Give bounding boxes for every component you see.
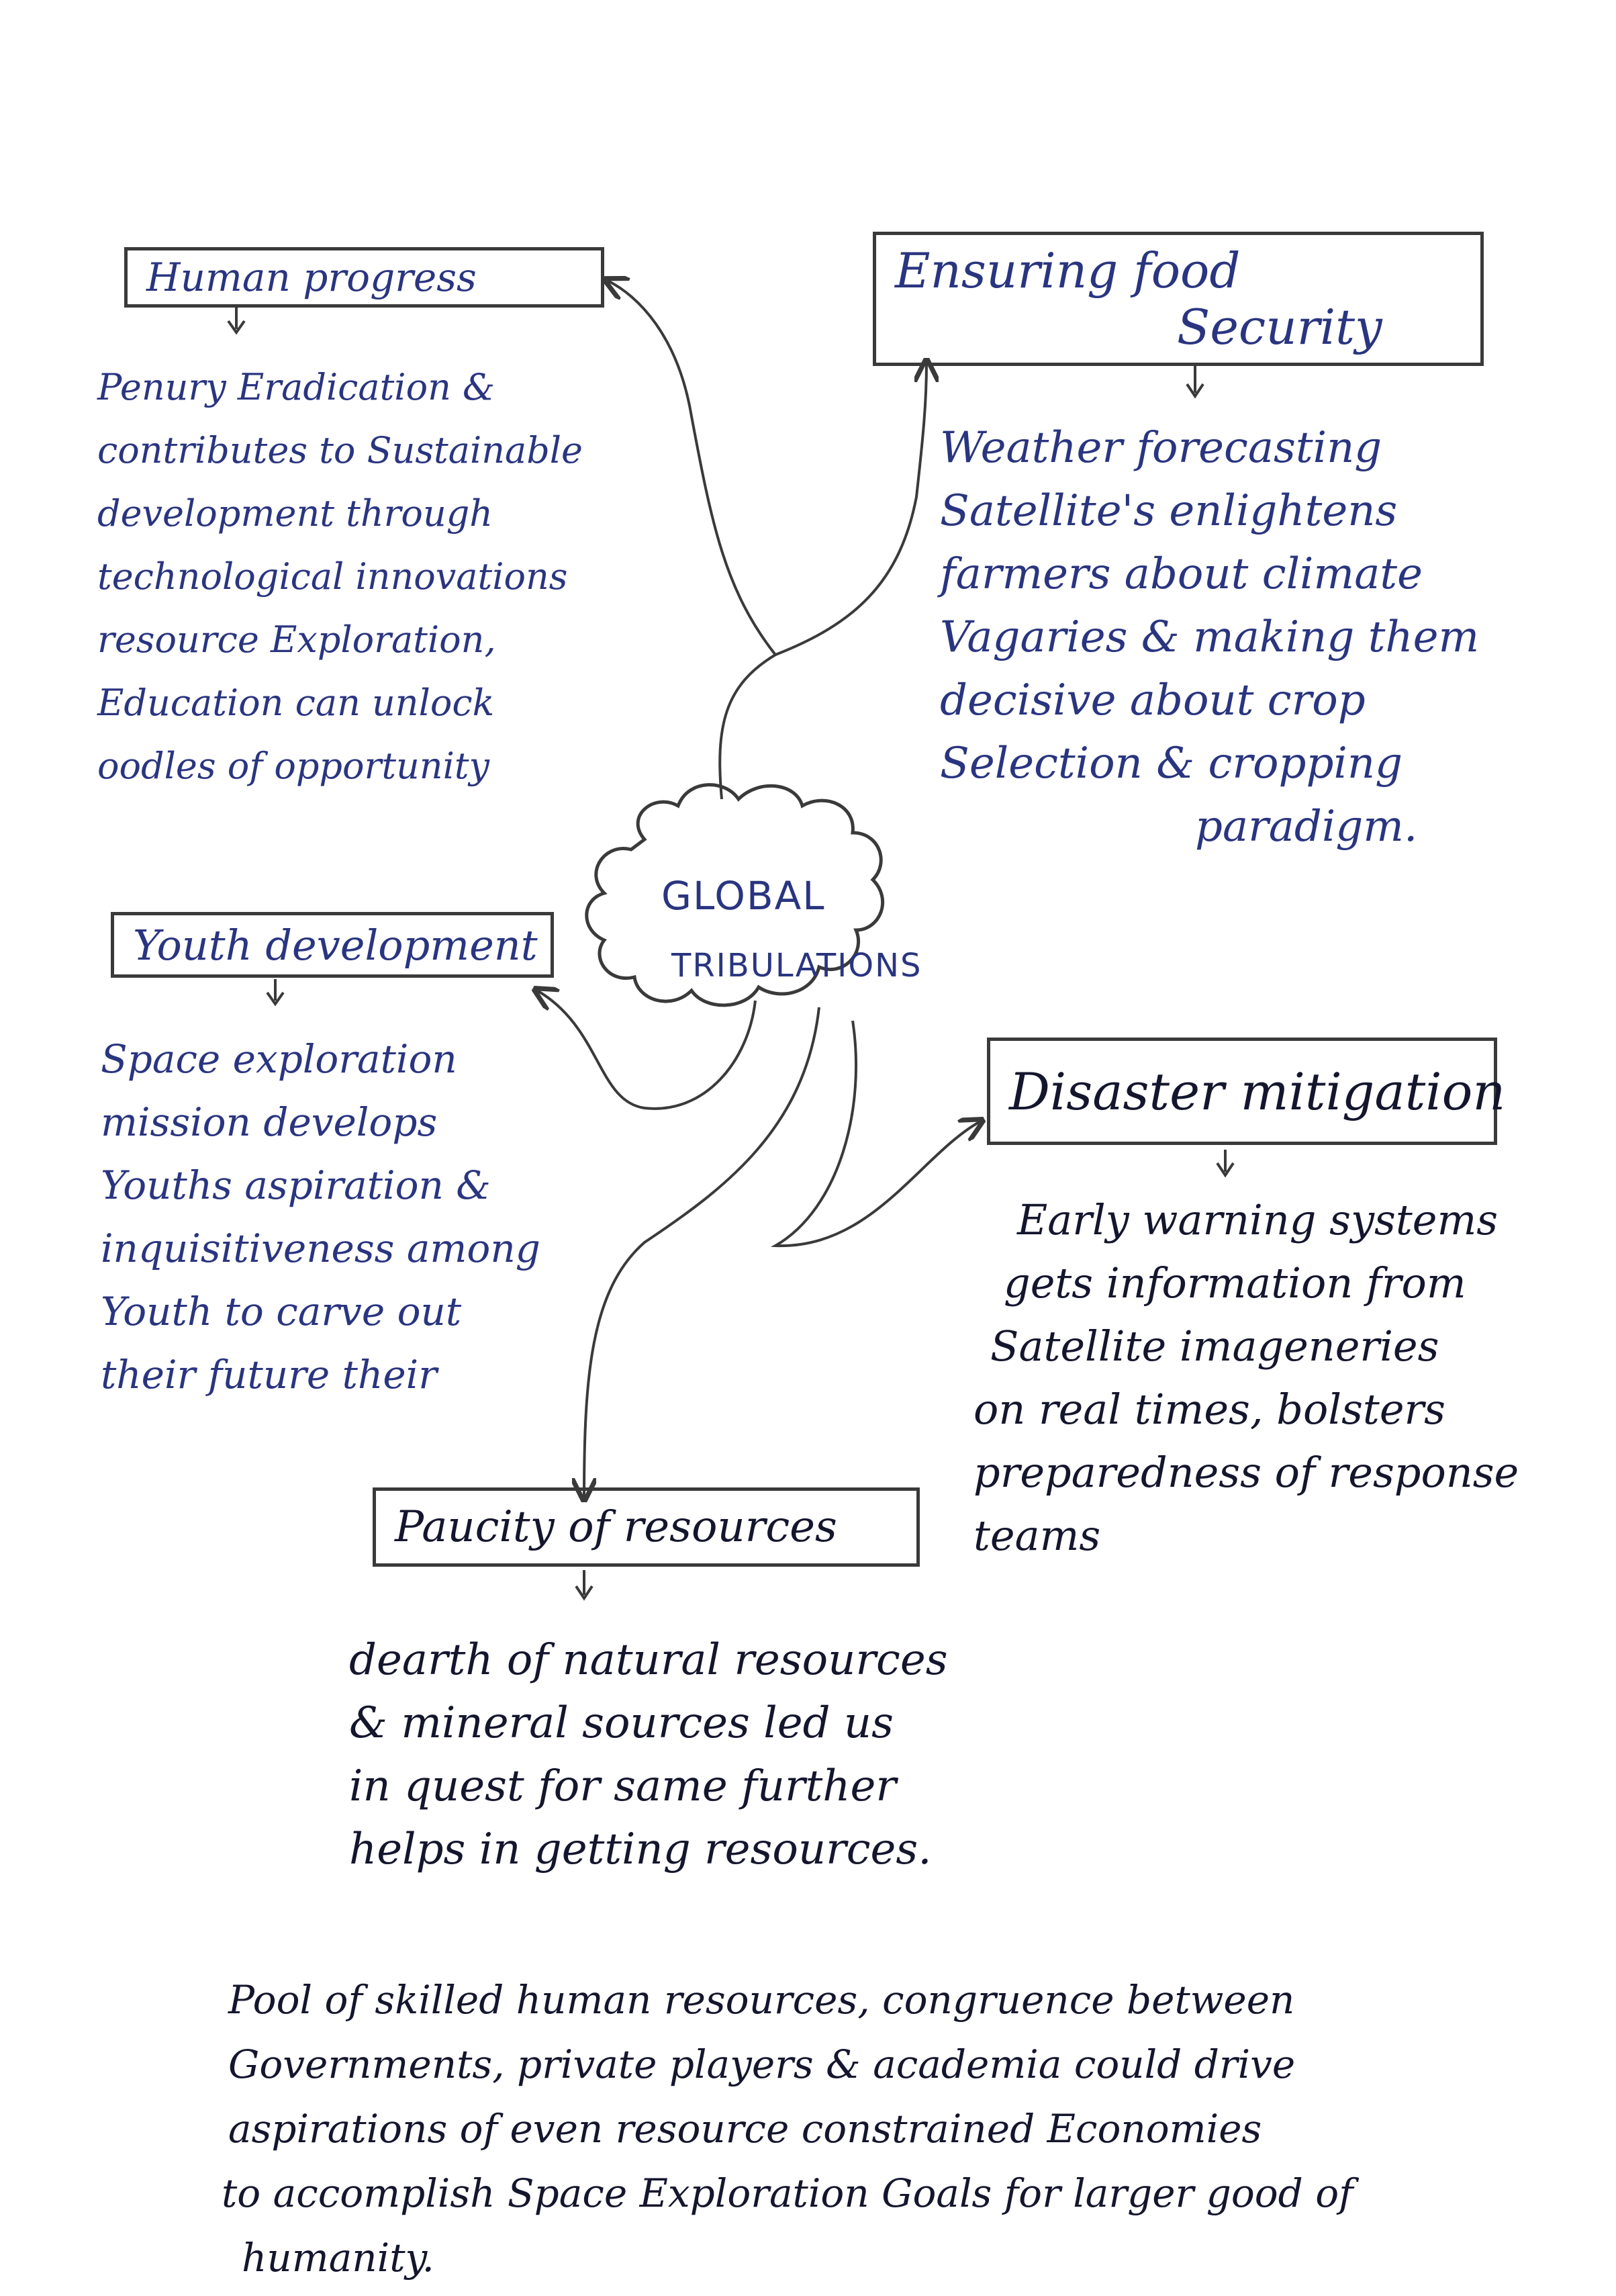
human-progress-box — [124, 247, 604, 308]
note-line: teams — [973, 1511, 1101, 1560]
conclusion-line: humanity. — [242, 2235, 434, 2281]
note-line: Youth to carve out — [101, 1289, 462, 1334]
disaster-mitigation-title: Disaster mitigation — [1009, 1061, 1506, 1121]
down-arrow-paucity — [576, 1570, 592, 1598]
connector-youth-development — [537, 991, 755, 1109]
food-security-title-line1: Ensuring food — [895, 242, 1241, 299]
paucity-of-resources-notes — [349, 1628, 948, 1881]
conclusion-line: to accomplish Space Exploration Goals for larger good of — [222, 2170, 1353, 2216]
down-arrow-human-progress — [228, 306, 244, 332]
note-line: dearth of natural resources — [349, 1635, 948, 1685]
connector-paucity-of-resources — [584, 1007, 819, 1498]
connector-human-progress — [608, 281, 775, 799]
down-arrow-disaster-mitigation — [1217, 1150, 1233, 1175]
note-line: resource Exploration, — [97, 618, 496, 661]
food-security-title-line2: Security — [1177, 299, 1382, 355]
conclusion-line: Governments, private players & academia could drive — [228, 2041, 1296, 2087]
note-line: inquisitiveness among — [101, 1226, 540, 1271]
central-topic-line1: GLOBAL — [661, 873, 826, 919]
note-line: Satellite imageneries — [990, 1322, 1439, 1371]
note-line: Penury Eradication & — [97, 366, 495, 408]
conclusion-line: Pool of skilled human resources, congruence between — [228, 1977, 1295, 2023]
central-topic-line2: TRIBULATIONS — [671, 947, 922, 984]
paucity-of-resources-title: Paucity of resources — [395, 1502, 837, 1552]
connector-food-security — [775, 363, 926, 655]
note-line: paradigm. — [1195, 802, 1418, 852]
note-line: farmers about climate — [940, 549, 1423, 599]
note-line: their future their — [101, 1352, 437, 1397]
conclusion-paragraph — [222, 1968, 1353, 2290]
human-progress-title: Human progress — [146, 255, 477, 300]
note-line: in quest for same further — [349, 1761, 896, 1811]
connector-disaster-mitigation — [775, 1021, 980, 1246]
down-arrow-food-security — [1187, 366, 1203, 396]
note-line: gets information from — [1004, 1258, 1466, 1307]
note-line: technological innovations — [97, 555, 568, 598]
youth-development-title: Youth development — [133, 920, 538, 970]
note-line: Weather forecasting — [940, 423, 1382, 473]
food-security-notes — [940, 416, 1479, 858]
down-arrow-youth-development — [267, 979, 283, 1004]
note-line: Selection & cropping — [940, 739, 1403, 788]
note-line: preparedness of response — [973, 1448, 1519, 1497]
youth-development-notes — [101, 1027, 540, 1406]
note-line: Youths aspiration & — [101, 1162, 491, 1208]
conclusion-line: aspirations of even resource constrained Economies — [228, 2106, 1262, 2152]
note-line: helps in getting resources. — [349, 1825, 932, 1874]
note-line: development through — [97, 492, 493, 535]
paucity-of-resources-box — [373, 1487, 920, 1567]
note-line: oodles of opportunity — [97, 745, 490, 787]
disaster-mitigation-notes — [973, 1189, 1519, 1567]
note-line: Satellite's enlightens — [940, 486, 1398, 536]
note-line: on real times, bolsters — [973, 1385, 1445, 1434]
note-line: Early warning systems — [1017, 1195, 1499, 1244]
note-line: contributes to Sustainable — [97, 429, 583, 471]
note-line: Education can unlock — [97, 682, 495, 724]
note-line: decisive about crop — [940, 676, 1366, 725]
food-security-box — [873, 232, 1484, 366]
human-progress-notes — [97, 356, 583, 798]
note-line: & mineral sources led us — [349, 1698, 894, 1748]
note-line: Vagaries & making them — [940, 612, 1480, 662]
disaster-mitigation-box — [987, 1038, 1506, 1145]
note-line: Space exploration — [101, 1036, 457, 1082]
note-line: mission develops — [101, 1099, 438, 1145]
youth-development-box — [111, 912, 554, 978]
